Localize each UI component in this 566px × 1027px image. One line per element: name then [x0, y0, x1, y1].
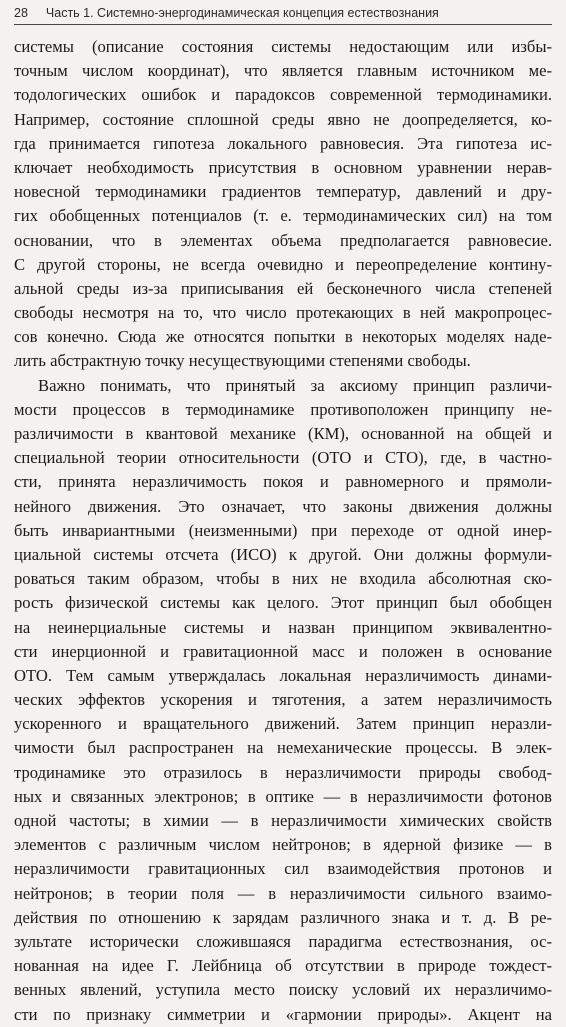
text-line: нейного движения. Это означает, что законы движения должны: [14, 496, 552, 516]
text-line: ных и связанных электронов; в оптике — в неразличимости фотонов: [14, 786, 552, 806]
text-line: специальной теории относительности (ОТО и СТО), где, в частно-: [14, 448, 552, 468]
text-line: циальной системы отсчета (ИСО) к другой. Они должны формули-: [14, 544, 552, 564]
text-line: основании, что в элементах объема предполагается равновесие.: [14, 230, 552, 250]
text-line: зультате исторически сложившаяся парадигма естествознания, ос-: [14, 931, 552, 951]
text-line: сти инерционной и гравитационной масс и положен в основание: [14, 641, 552, 661]
paragraph-1: [14, 35, 552, 374]
text-line: нованная на идее Г. Лейбница об отсутствии в природе тождест-: [14, 956, 552, 976]
text-line: мости процессов в термодинамике противоположен принципу не-: [14, 399, 552, 419]
text-line: рость физической системы как целого. Этот принцип был обобщен: [14, 593, 552, 613]
text-line: венных явлений, уступила место поиску условий их неразличимо-: [14, 980, 552, 1000]
text-line: Важно понимать, что принятый за аксиому принцип различи-: [38, 375, 552, 395]
text-line: на неинерциальные системы и назван принципом эквивалентно-: [14, 617, 552, 637]
text-line: альной среды из-за приписывания ей бесконечного числа степеней: [14, 278, 552, 298]
text-line: лить абстрактную точку несуществующими степенями свободы.: [14, 351, 471, 371]
text-line: системы (описание состояния системы недостающим или избы-: [14, 37, 552, 56]
text-line: гда принимается гипотеза локального равновесия. Эта гипотеза ис-: [14, 133, 552, 153]
page-number: 28: [14, 6, 28, 20]
text-line: роваться таким образом, чтобы в них не входила абсолютная ско-: [14, 569, 552, 589]
text-line: точным числом координат), что является главным источником ме-: [14, 61, 552, 81]
text-line: нейтронов; в теории поля — в неразличимости сильного взаимо-: [14, 883, 552, 903]
text-line: новесной термодинамики градиентов температур, давлений и дру-: [14, 182, 552, 202]
text-line: С другой стороны, не всегда очевидно и переопределение контину-: [14, 254, 552, 274]
text-line: различимости в квантовой механике (КМ), основанной на общей и: [14, 424, 552, 443]
text-line: быть инвариантными (неизменными) при переходе от одной инер-: [14, 520, 552, 540]
text-line: сти по признаку симметрии и «гармонии природы». Акцент на: [14, 1004, 552, 1024]
text-line: одной частоты; в химии — в неразличимости химических свойств: [14, 811, 552, 830]
text-line: ускоренного и вращательного движений. Затем принцип неразли-: [14, 714, 552, 734]
text-line: тродинамике это отразилось в неразличимости природы свобод-: [14, 762, 552, 782]
text-line: сти, принята неразличимость покоя и равномерного и прямоли-: [14, 472, 552, 492]
text-line: свободы несмотря на то, что число протекающих в ней макропроцес-: [14, 303, 552, 323]
running-title: Часть 1. Системно-энергодинамическая концепция естествознания: [45, 6, 439, 20]
paragraph-2: [14, 374, 552, 1027]
text-line: действия по отношению к зарядам различного знака и т. д. В ре-: [14, 907, 552, 927]
text-line: элементов с различным числом нейтронов; в ядерной физике — в: [14, 835, 552, 855]
text-line: сов конечно. Сюда же относятся попытки в некоторых моделях надe-: [14, 327, 552, 347]
text-line: тодологических ошибок и парадоксов современной термодинамики.: [14, 85, 552, 105]
text-line: гих обобщенных потенциалов (т. е. термодинамических сил) на том: [14, 206, 552, 226]
running-header: [14, 6, 552, 25]
text-line: ческих эффектов ускорения и тяготения, а затем неразличимость: [14, 690, 552, 710]
text-line: Например, состояние сплошной среды явно не доопределяется, ко-: [14, 109, 552, 129]
text-line: ОТО. Тем самым утверждалась локальная неразличимость динами-: [14, 665, 552, 685]
text-line: чимости был распространен на немеханические процессы. В элек-: [14, 738, 552, 758]
text-line: ключает необходимость присутствия в основном уравнении нерав-: [14, 157, 552, 177]
text-line: неразличимости гравитационных сил взаимодействия протонов и: [14, 859, 552, 879]
body-text: [14, 35, 552, 1027]
